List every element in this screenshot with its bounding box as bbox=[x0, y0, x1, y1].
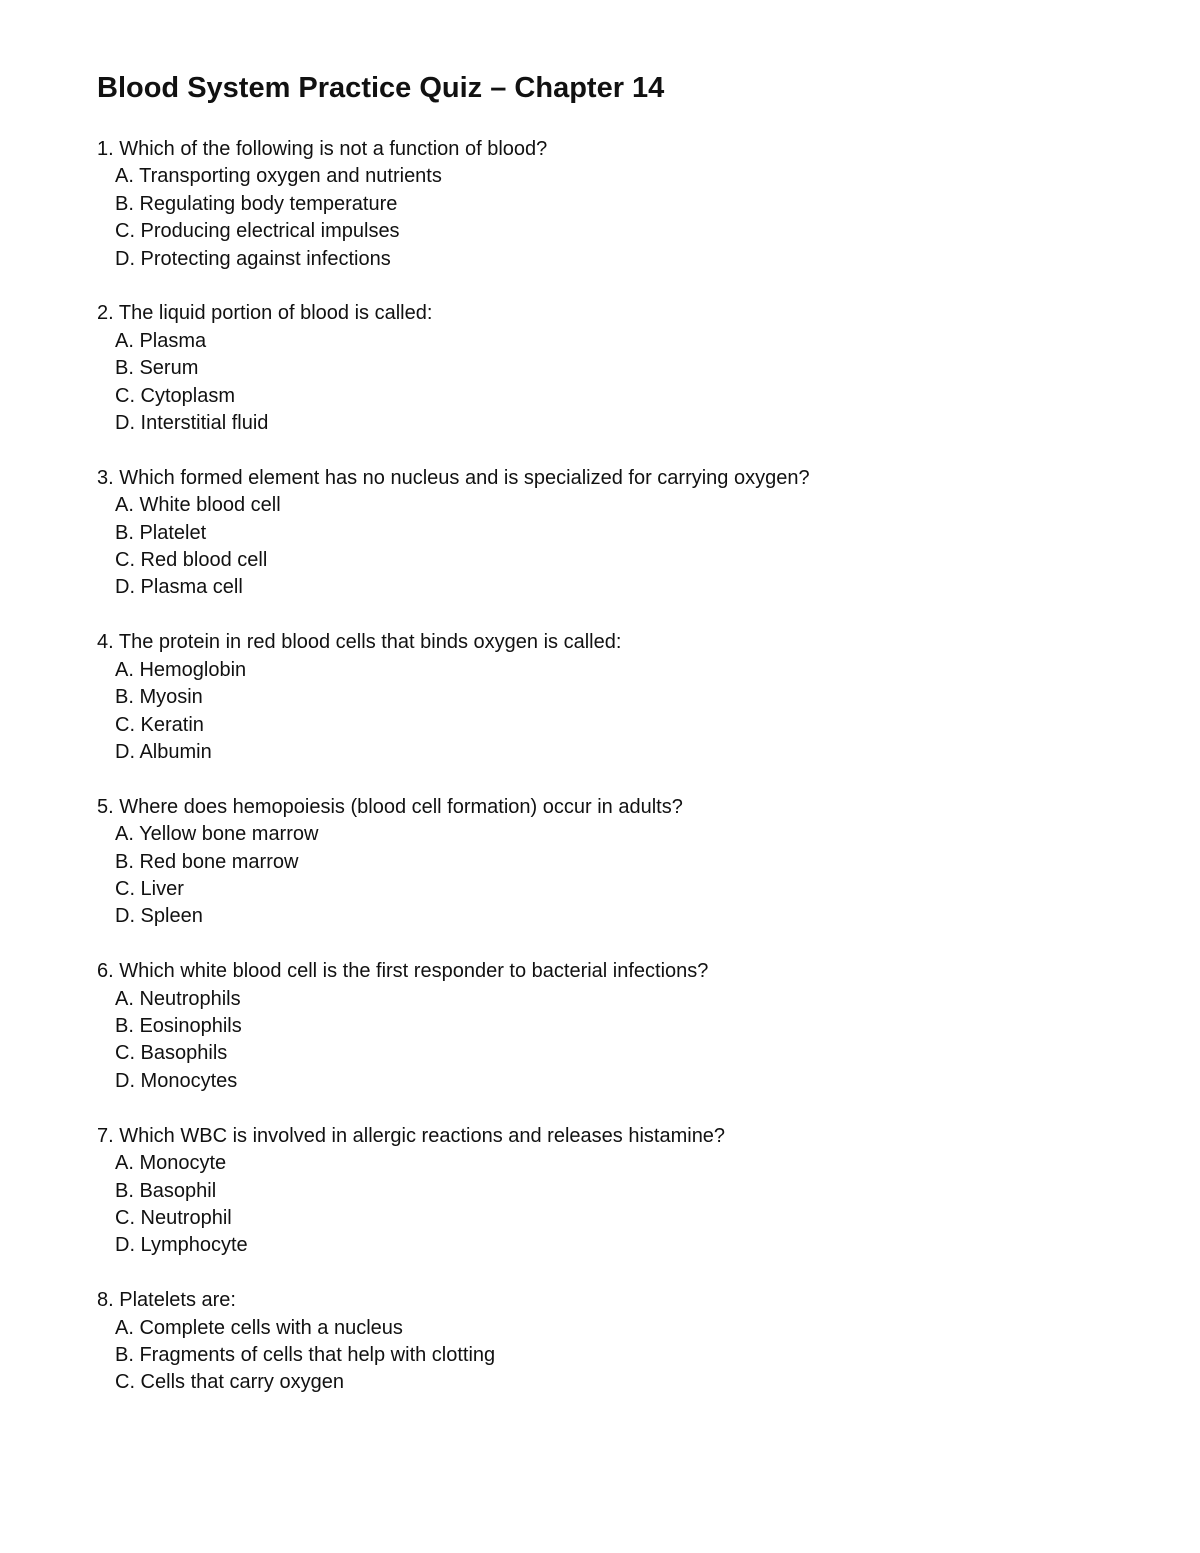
question-4 bbox=[97, 629, 1137, 766]
answer-choice: A. Plasma bbox=[115, 329, 207, 352]
answer-choice: D. Monocytes bbox=[115, 1069, 238, 1092]
question-7 bbox=[97, 1123, 1137, 1260]
answer-choice: A. Complete cells with a nucleus bbox=[115, 1316, 403, 1339]
answer-choice: B. Platelet bbox=[115, 521, 207, 544]
answer-choices bbox=[97, 328, 1137, 438]
answer-choices bbox=[97, 821, 1137, 931]
answer-choice: A. Yellow bone marrow bbox=[115, 823, 319, 846]
answer-choice: D. Spleen bbox=[115, 905, 203, 928]
answer-choice: A. White blood cell bbox=[115, 494, 281, 517]
question-text: 7. Which WBC is involved in allergic reactions and releases histamine? bbox=[97, 1124, 726, 1147]
answer-choice: A. Monocyte bbox=[115, 1152, 227, 1175]
answer-choice: B. Myosin bbox=[115, 686, 203, 709]
question-2 bbox=[97, 300, 1137, 437]
answer-choice: D. Lymphocyte bbox=[115, 1234, 248, 1257]
answer-choice: C. Producing electrical impulses bbox=[115, 220, 400, 243]
answer-choice: D. Albumin bbox=[115, 740, 212, 763]
answer-choices bbox=[97, 1150, 1137, 1260]
answer-choice: C. Neutrophil bbox=[115, 1206, 232, 1229]
answer-choice: B. Eosinophils bbox=[115, 1015, 242, 1038]
question-1 bbox=[97, 136, 1137, 273]
answer-choice: A. Hemoglobin bbox=[115, 658, 247, 681]
answer-choice: A. Transporting oxygen and nutrients bbox=[115, 165, 442, 188]
answer-choice: D. Protecting against infections bbox=[115, 247, 391, 270]
answer-choice: D. Interstitial fluid bbox=[115, 412, 269, 435]
answer-choices bbox=[97, 657, 1137, 767]
question-text: 2. The liquid portion of blood is called: bbox=[97, 302, 433, 325]
answer-choice: B. Regulating body temperature bbox=[115, 192, 398, 215]
question-8 bbox=[97, 1287, 1137, 1397]
answer-choice: C. Red blood cell bbox=[115, 549, 268, 572]
question-text: 1. Which of the following is not a function of blood? bbox=[97, 138, 548, 160]
answer-choice: B. Serum bbox=[115, 357, 199, 380]
question-list bbox=[97, 136, 1137, 1424]
answer-choice: C. Keratin bbox=[115, 713, 204, 736]
answer-choice: A. Neutrophils bbox=[115, 987, 241, 1010]
question-text: 3. Which formed element has no nucleus and is specialized for carrying oxygen? bbox=[97, 466, 810, 489]
question-text: 5. Where does hemopoiesis (blood cell formation) occur in adults? bbox=[97, 795, 683, 818]
question-6 bbox=[97, 958, 1137, 1095]
question-5 bbox=[97, 794, 1137, 931]
answer-choice: C. Liver bbox=[115, 877, 184, 900]
answer-choice: B. Basophil bbox=[115, 1179, 217, 1202]
answer-choices bbox=[97, 986, 1137, 1096]
answer-choices bbox=[97, 163, 1137, 273]
question-text: 6. Which white blood cell is the first responder to bacterial infections? bbox=[97, 960, 709, 983]
question-text: 4. The protein in red blood cells that binds oxygen is called: bbox=[97, 631, 622, 654]
answer-choice: C. Cells that carry oxygen bbox=[115, 1371, 344, 1394]
answer-choice: C. Basophils bbox=[115, 1042, 228, 1065]
question-3 bbox=[97, 465, 1137, 602]
page-title: Blood System Practice Quiz – Chapter 14 bbox=[97, 72, 665, 104]
answer-choice: C. Cytoplasm bbox=[115, 384, 236, 407]
answer-choices bbox=[97, 492, 1137, 602]
question-text: 8. Platelets are: bbox=[97, 1289, 236, 1312]
answer-choice: D. Plasma cell bbox=[115, 576, 243, 599]
answer-choice: B. Fragments of cells that help with clotting bbox=[115, 1343, 496, 1366]
answer-choices bbox=[97, 1315, 1137, 1397]
answer-choice: B. Red bone marrow bbox=[115, 850, 299, 873]
